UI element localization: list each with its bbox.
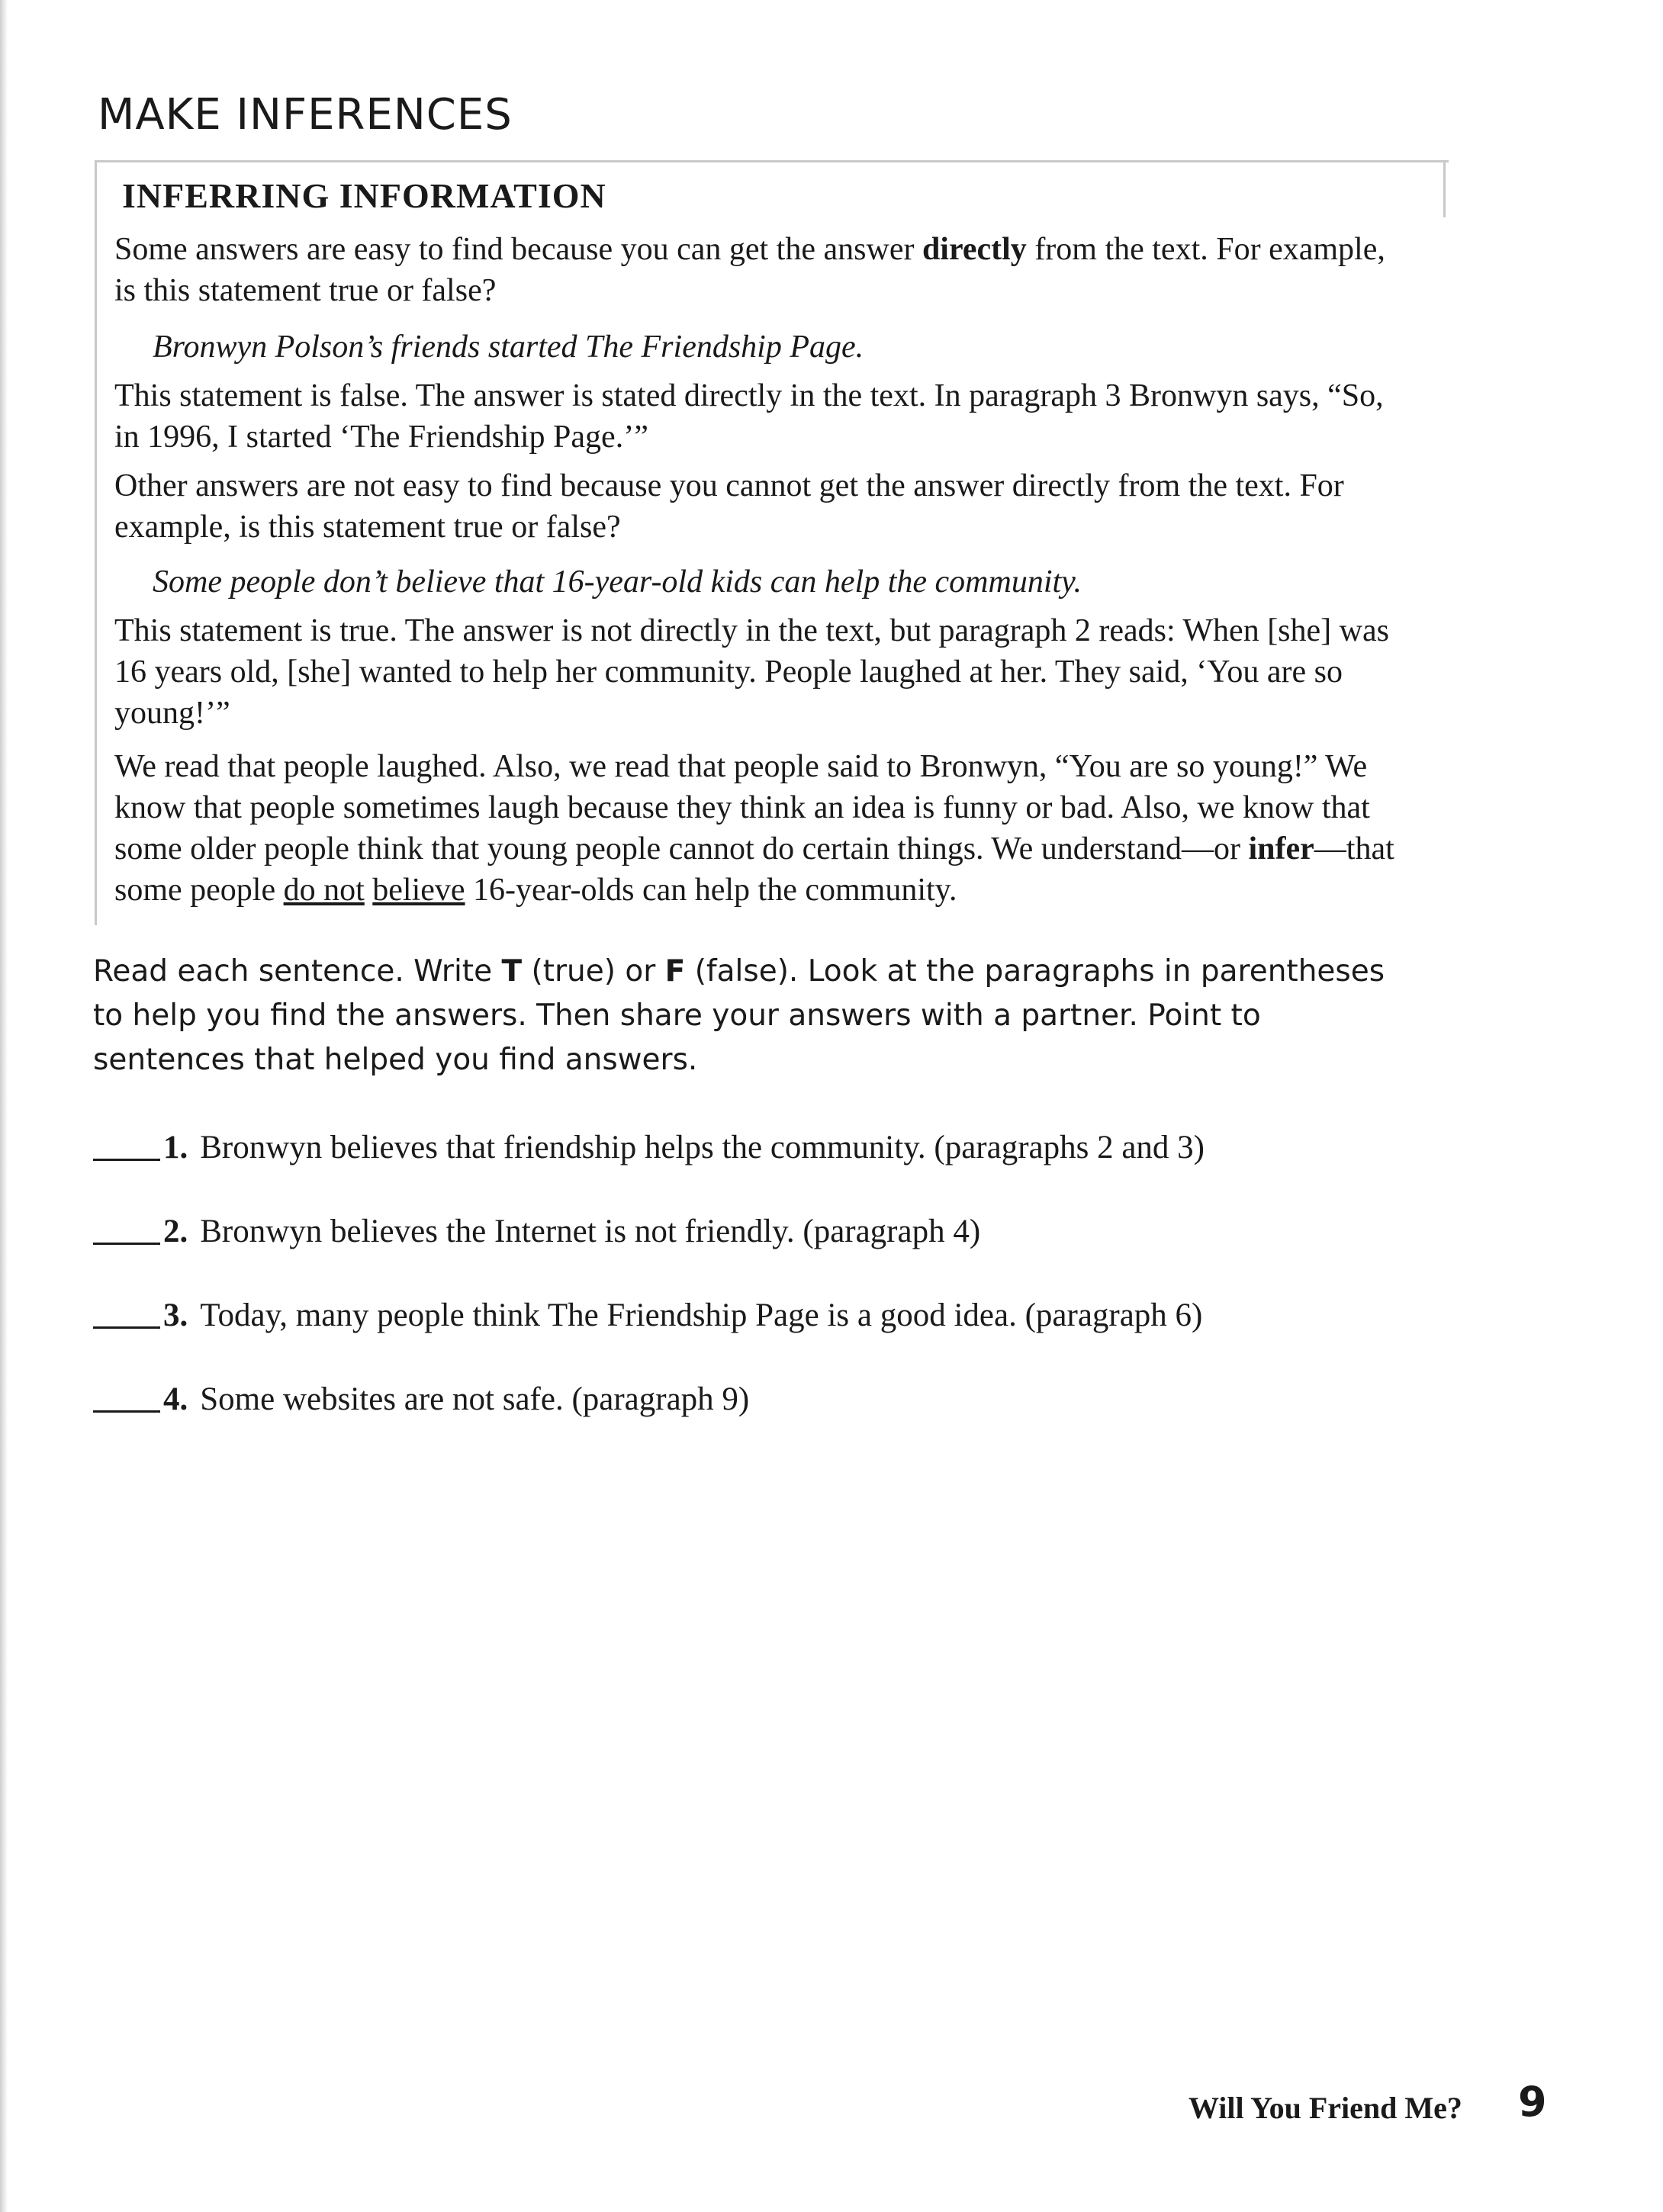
answer-blank[interactable] bbox=[93, 1326, 160, 1329]
question-text: Bronwyn believes that friendship helps the community. (paragraphs 2 and 3) bbox=[200, 1130, 1205, 1165]
question-row bbox=[93, 1213, 1390, 1250]
question-text: Today, many people think The Friendship Page is a good idea. (paragraph 6) bbox=[200, 1297, 1203, 1333]
bold-letter-f: F bbox=[664, 954, 686, 989]
answer-blank[interactable] bbox=[93, 1159, 160, 1161]
exercise-instructions bbox=[93, 950, 1413, 1082]
question-text: Bronwyn believes the Internet is not friendly. (paragraph 4) bbox=[200, 1214, 981, 1249]
question-row bbox=[93, 1297, 1390, 1334]
footer-unit-title: Will You Friend Me? bbox=[1189, 2091, 1462, 2125]
bold-letter-t: T bbox=[501, 954, 523, 989]
paragraph-inference-explanation bbox=[114, 746, 1411, 911]
instruction-text: (true) or bbox=[522, 954, 665, 989]
section-title: MAKE INFERENCES bbox=[98, 90, 513, 140]
paragraph-text: from the text. For example, is this statement true or false? bbox=[114, 232, 1385, 308]
answer-blank[interactable] bbox=[93, 1410, 160, 1413]
question-row bbox=[93, 1381, 1390, 1418]
underlined-believe: believe bbox=[372, 873, 465, 908]
page-number: 9 bbox=[1518, 2078, 1547, 2126]
box-corner-line bbox=[1443, 160, 1446, 217]
instruction-text: (false). Look at the paragraphs in parentheses to help you find the answers. Then share your answers with a partner. Point to sentences that helped you find answers. bbox=[93, 954, 1385, 1077]
paragraph-indirect-answers: Other answers are not easy to find because you cannot get the answer directly from the text. For example, is this statement true or false? bbox=[114, 468, 1344, 545]
paragraph-text: —that some people bbox=[114, 831, 1394, 908]
question-number: 4. bbox=[163, 1381, 188, 1417]
instruction-text: Read each sentence. Write bbox=[93, 954, 502, 989]
example-statement-1: Bronwyn Polson’s friends started The Friendship Page. bbox=[153, 330, 864, 365]
question-text: Some websites are not safe. (paragraph 9) bbox=[200, 1381, 750, 1417]
paragraph-text: We read that people laughed. Also, we read that people said to Bronwyn, “You are so young!” We know that people sometimes laugh because they think an idea is funny or bad. Also, we know that some older people think that young people cannot do certain things. We understand—or bbox=[114, 749, 1370, 866]
paragraph-text: Some answers are easy to find because you can get the answer bbox=[114, 232, 922, 267]
bold-word-directly: directly bbox=[922, 232, 1027, 267]
box-heading: INFERRING INFORMATION bbox=[122, 176, 606, 215]
paragraph-text: 16-year-olds can help the community. bbox=[465, 873, 957, 908]
example-statement-2: Some people don’t believe that 16-year-old kids can help the community. bbox=[153, 564, 1082, 600]
answer-blank[interactable] bbox=[93, 1243, 160, 1245]
question-number: 3. bbox=[163, 1297, 188, 1333]
bold-word-infer: infer bbox=[1248, 831, 1314, 866]
paragraph-statement-true: This statement is true. The answer is not directly in the text, but paragraph 2 reads: When [she] was 16 years old, [she] wanted to help her community. People laughed at her. They said, ‘You are so young!’” bbox=[114, 613, 1389, 731]
underlined-do-not: do not bbox=[283, 873, 365, 908]
paragraph-direct-answers bbox=[114, 229, 1411, 311]
question-row bbox=[93, 1129, 1390, 1166]
question-number: 1. bbox=[163, 1130, 188, 1165]
paragraph-statement-false: This statement is false. The answer is stated directly in the text. In paragraph 3 Bronwyn says, “So, in 1996, I started ‘The Friendship Page.’” bbox=[114, 378, 1384, 455]
page-edge-shadow bbox=[0, 0, 8, 2212]
question-number: 2. bbox=[163, 1214, 188, 1249]
